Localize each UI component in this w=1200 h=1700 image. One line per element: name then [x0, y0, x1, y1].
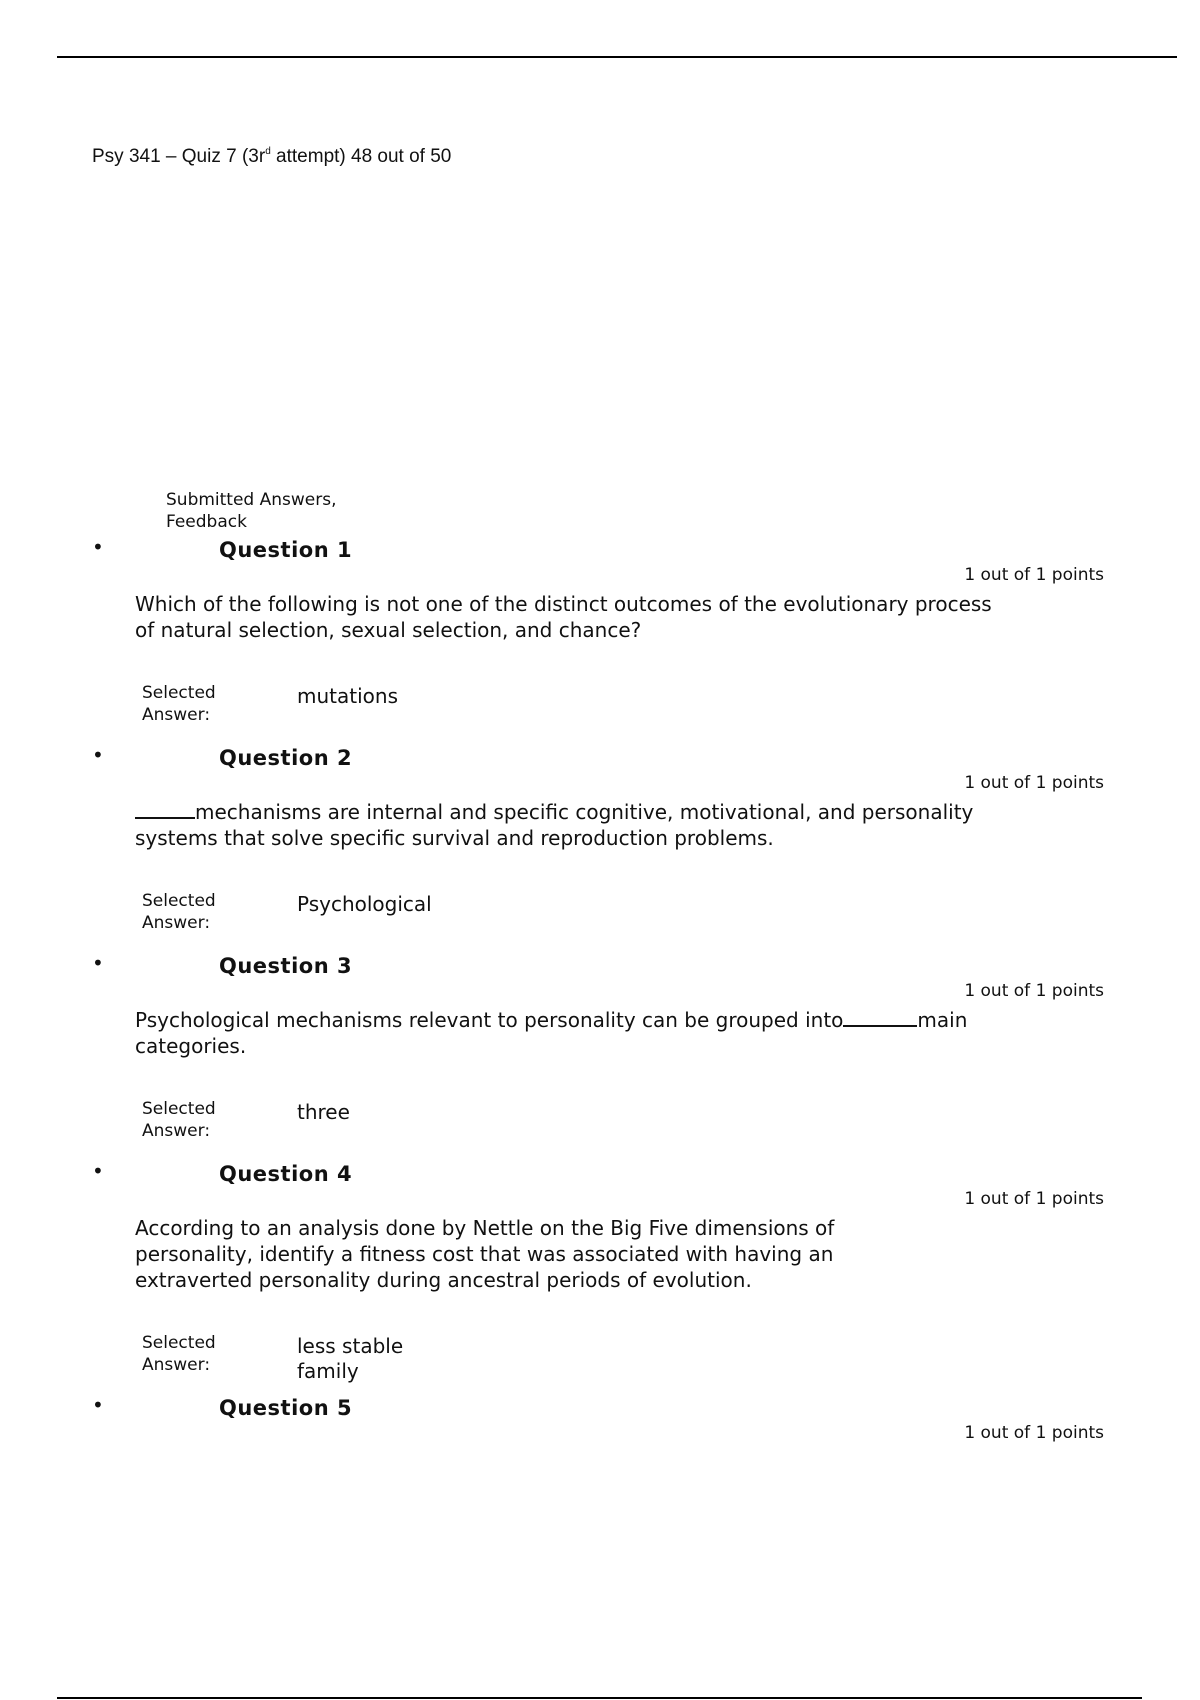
selected-answer-label: Selected Answer:	[142, 1099, 216, 1141]
answer-blank	[135, 799, 195, 819]
question-points: 1 out of 1 points	[964, 1423, 1104, 1443]
top-rule	[57, 56, 1177, 58]
question-text	[135, 1007, 1055, 1059]
page-title: Psy 341 – Quiz 7 ($3r^d$ attempt) 48 out of 50	[92, 146, 452, 167]
selected-answer-value: mutations	[297, 684, 398, 708]
selected-answer-label: Selected Answer:	[142, 891, 216, 933]
submitted-answers-label: Submitted Answers, Feedback	[166, 490, 337, 532]
bottom-rule	[57, 1697, 1142, 1699]
bullet: •	[92, 1393, 104, 1417]
question-points: 1 out of 1 points	[964, 565, 1104, 585]
question-text-after-blank: mechanisms are internal and specific cognitive, motivational, and personality systems that solve specific survival and reproduction problems.	[135, 800, 974, 850]
selected-answer-value: less stable family	[297, 1334, 404, 1383]
question-text-after-blank: main categories.	[135, 1008, 968, 1058]
question-heading: Question 3	[219, 954, 353, 978]
question-text	[135, 799, 985, 851]
question-heading: Question 5	[219, 1396, 353, 1420]
question-points: 1 out of 1 points	[964, 773, 1104, 793]
question-heading: Question 1	[219, 538, 353, 562]
bullet: •	[92, 1159, 104, 1183]
bullet: •	[92, 743, 104, 767]
question-heading: Question 2	[219, 746, 353, 770]
question-text: Which of the following is not one of the distinct outcomes of the evolutionary process of natural selection, sexual selection, and chance?	[135, 592, 992, 642]
bullet: •	[92, 951, 104, 975]
question-text-before-blank: Psychological mechanisms relevant to personality can be grouped into	[135, 1008, 844, 1032]
answer-blank	[843, 1007, 917, 1027]
question-text: According to an analysis done by Nettle on the Big Five dimensions of personality, identify a fitness cost that was associated with having an extraverted personality during ancestral periods of evolution.	[135, 1216, 835, 1292]
question-points: 1 out of 1 points	[964, 981, 1104, 1001]
selected-answer-label: Selected Answer:	[142, 1333, 216, 1375]
bullet: •	[92, 535, 104, 559]
selected-answer-value: Psychological	[297, 892, 432, 916]
selected-answer-value: three	[297, 1100, 350, 1124]
question-heading: Question 4	[219, 1162, 353, 1186]
question-points: 1 out of 1 points	[964, 1189, 1104, 1209]
selected-answer-label: Selected Answer:	[142, 683, 216, 725]
